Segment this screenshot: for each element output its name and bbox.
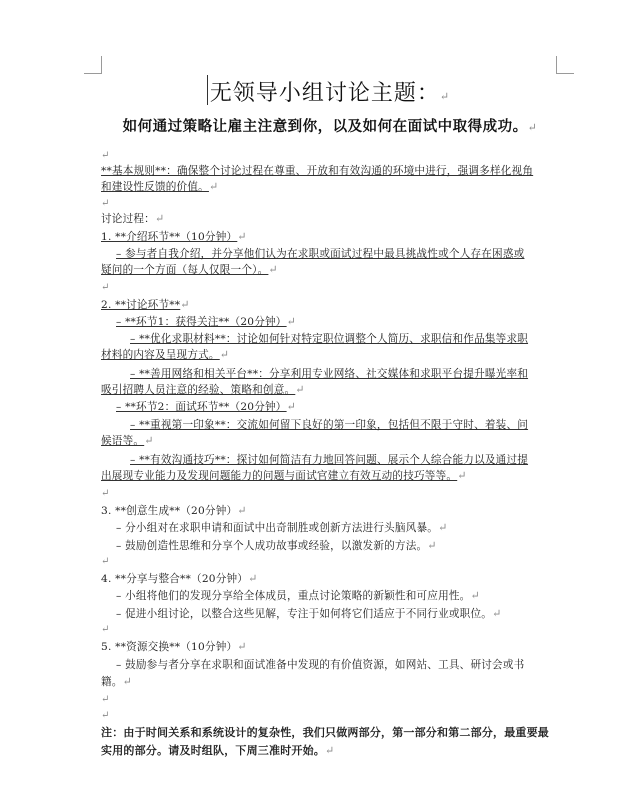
list-item[interactable]: – **有效沟通技巧**：探讨如何简洁有力地回答问题、展示个人综合能力以及通过提 — [130, 454, 529, 466]
empty-paragraph: ↵ — [101, 150, 110, 161]
section-heading[interactable]: 1. **介绍环节**（10分钟）↵ — [101, 230, 247, 243]
empty-paragraph: ↵ — [101, 624, 110, 635]
document-title[interactable]: 无领导小组讨论主题：↵ — [209, 81, 451, 106]
list-item[interactable]: 籍。↵ — [101, 675, 133, 688]
list-item[interactable]: – 鼓励创造性思维和分享个人成功故事或经验，以激发新的方法。↵ — [116, 539, 437, 552]
page-corner-mark — [84, 73, 102, 74]
empty-paragraph: ↵ — [101, 556, 110, 567]
list-item[interactable]: 疑问的一个方面（每人仅限一个）。↵ — [101, 263, 278, 276]
page-corner-mark — [101, 56, 102, 74]
empty-paragraph: ↵ — [101, 694, 110, 705]
list-item[interactable]: – 参与者自我介绍，并分享他们认为在求职或面试过程中最具挑战性或个人存在困惑或 — [116, 248, 525, 260]
rules-line[interactable]: 和建设性反馈的价值。↵ — [101, 180, 219, 193]
empty-paragraph: ↵ — [101, 198, 110, 209]
section-heading[interactable]: 5. **资源交换**（10分钟）↵ — [101, 640, 247, 653]
list-item[interactable]: – 分小组对在求职申请和面试中出奇制胜或创新方法进行头脑风暴。↵ — [116, 521, 448, 534]
list-item[interactable]: – 小组将他们的发现分享给全体成员，重点讨论策略的新颖性和可应用性。↵ — [116, 589, 480, 602]
footer-note[interactable]: 注：由于时间关系和系统设计的复杂性，我们只做两部分，第一部分和第二部分，最重要最 — [101, 726, 549, 739]
list-item[interactable]: – **环节2：面试环节**（20分钟）↵ — [116, 400, 297, 413]
page-corner-mark — [556, 73, 574, 74]
empty-paragraph: ↵ — [101, 282, 110, 293]
list-item[interactable]: 材料的内容及呈现方式。↵ — [101, 348, 230, 361]
list-item[interactable]: 出展现专业能力及发现问题能力的问题与面试官建立有效互动的技巧等等。↵ — [101, 469, 467, 482]
empty-paragraph: ↵ — [101, 488, 110, 499]
process-label[interactable]: 讨论过程：↵ — [101, 212, 165, 225]
section-heading[interactable]: 3. **创意生成**（20分钟）↵ — [101, 504, 247, 517]
list-item[interactable]: – **善用网络和相关平台**：分享利用专业网络、社交媒体和求职平台提升曝光率和 — [130, 368, 529, 380]
list-item[interactable]: – 促进小组讨论，以整合这些见解，专注于如何将它们适应于不同行业或职位。↵ — [116, 607, 502, 620]
section-heading[interactable]: 2. **讨论环节**↵ — [101, 298, 190, 311]
list-item[interactable]: – **环节1：获得关注**（20分钟）↵ — [116, 315, 297, 328]
page-corner-mark — [556, 56, 557, 74]
footer-note[interactable]: 实用的部分。请及时组队，下周三准时开始。↵ — [101, 744, 335, 757]
list-item[interactable]: – **重视第一印象**：交流如何留下良好的第一印象，包括但不限于守时、着装、问 — [130, 419, 529, 431]
section-heading[interactable]: 4. **分享与整合**（20分钟）↵ — [101, 572, 258, 585]
rules-line[interactable]: **基本规则**：确保整个讨论过程在尊重、开放和有效沟通的环境中进行，强调多样化视角 — [101, 165, 534, 177]
list-item[interactable]: – **优化求职材料**：讨论如何针对特定职位调整个人简历、求职信和作品集等求职 — [130, 333, 529, 345]
list-item[interactable]: 候语等。↵ — [101, 434, 154, 447]
document-subtitle[interactable]: 如何通过策略让雇主注意到你，以及如何在面试中取得成功。↵ — [122, 118, 538, 135]
list-item[interactable]: 吸引招聘人员注意的经验、策略和创意。↵ — [101, 383, 305, 396]
list-item[interactable]: – 鼓励参与者分享在求职和面试准备中发现的有价值资源，如网站、工具、研讨会或书 — [116, 659, 525, 671]
empty-paragraph: ↵ — [101, 710, 110, 721]
